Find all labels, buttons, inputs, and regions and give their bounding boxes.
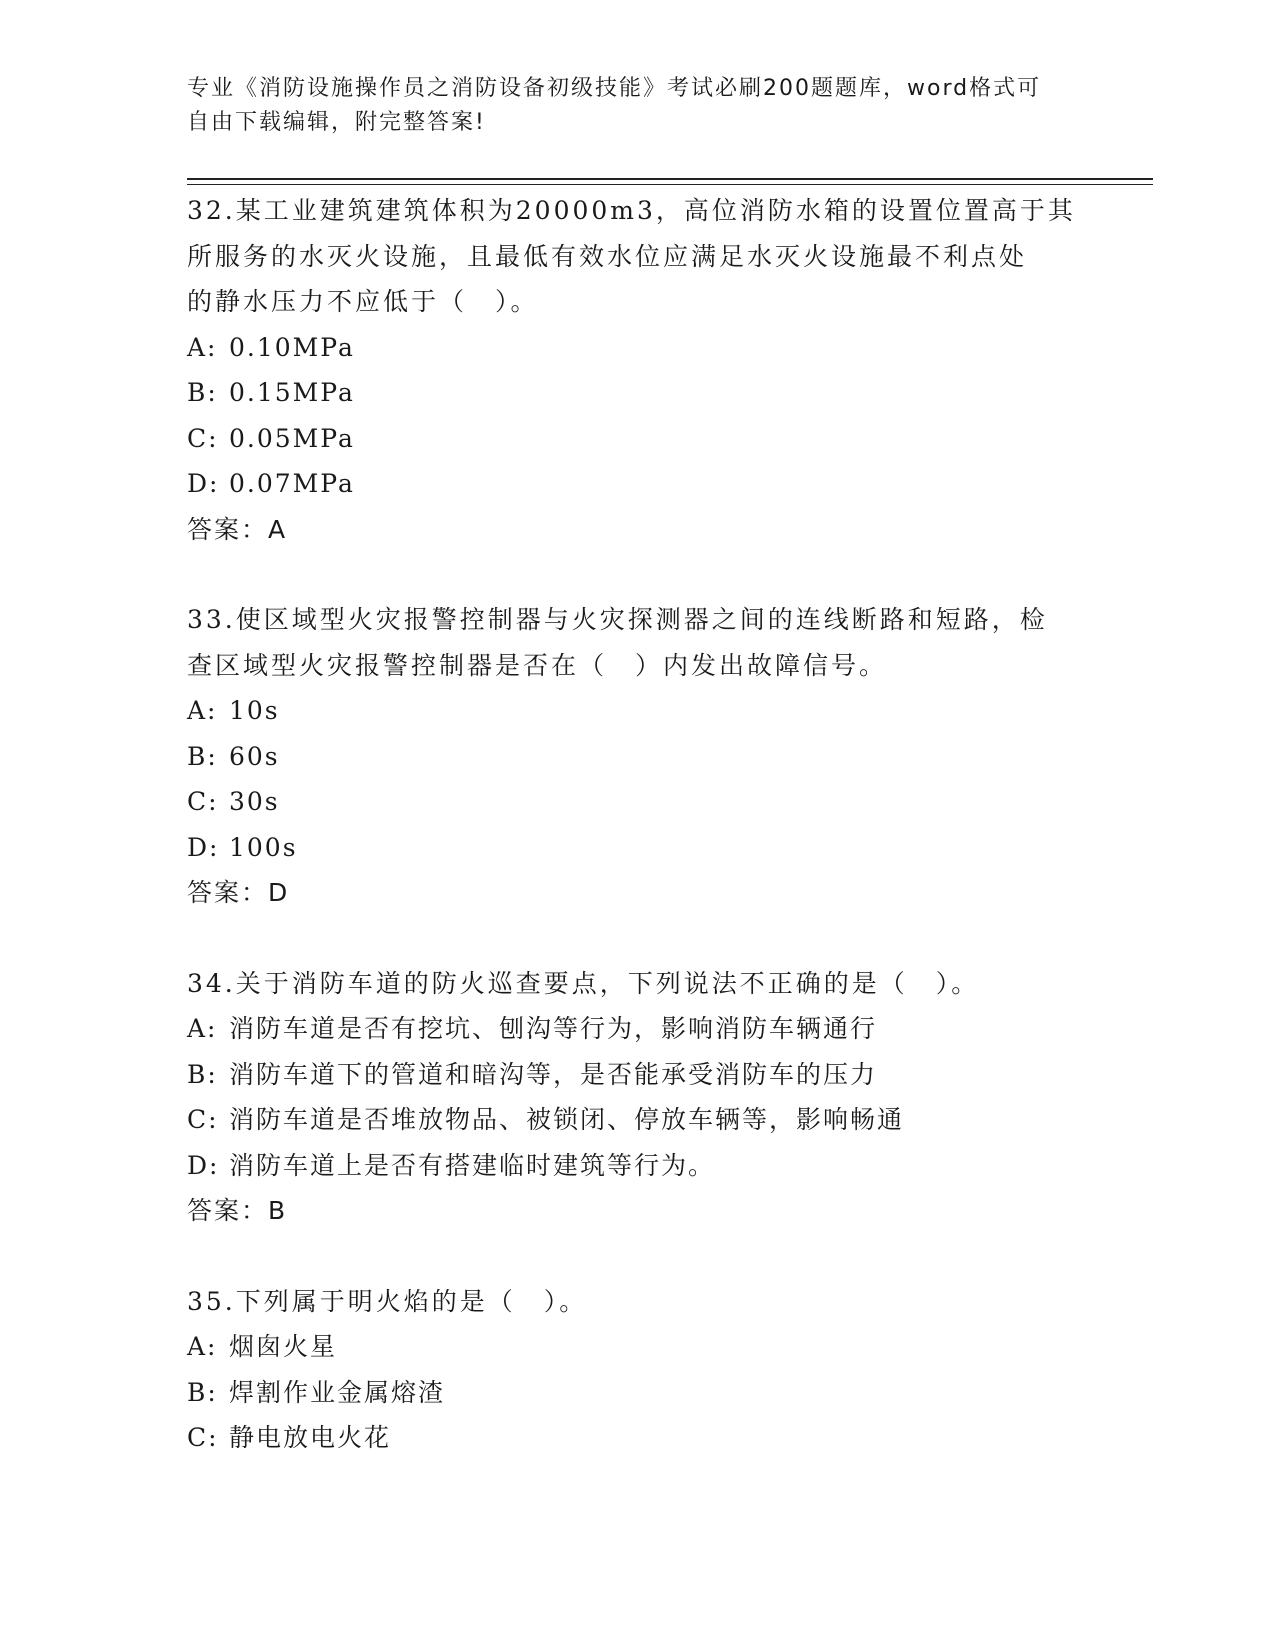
question-34-option-b bbox=[187, 1052, 1087, 1098]
option-key: B: bbox=[187, 378, 218, 407]
question-32-option-d bbox=[187, 461, 1087, 507]
option-key: A: bbox=[187, 696, 218, 725]
question-32 bbox=[187, 188, 1087, 552]
question-list bbox=[187, 188, 1087, 1461]
option-key: C: bbox=[187, 423, 219, 453]
question-35-line-1: 35.下列属于明火焰的是（ ）。 bbox=[187, 1286, 588, 1316]
option-text: 60s bbox=[229, 741, 280, 771]
question-32-option-b bbox=[187, 370, 1087, 416]
question-33-answer: 答案：D bbox=[187, 878, 290, 907]
header-divider-thick bbox=[187, 178, 1153, 180]
option-key: B: bbox=[187, 1377, 218, 1407]
option-text: 0.05MPa bbox=[229, 423, 355, 453]
question-34-line-1: 34.关于消防车道的防火巡查要点，下列说法不正确的是（ ）。 bbox=[187, 968, 980, 998]
option-text: 100s bbox=[229, 832, 298, 862]
option-key: C: bbox=[187, 1423, 219, 1452]
option-text: 0.15MPa bbox=[229, 378, 355, 407]
question-33-option-a bbox=[187, 688, 1087, 734]
option-key: D: bbox=[187, 469, 220, 498]
question-34-option-d bbox=[187, 1143, 1087, 1189]
option-text: 30s bbox=[229, 787, 280, 816]
option-key: B: bbox=[187, 741, 218, 771]
option-text: 烟囱火星 bbox=[229, 1332, 338, 1361]
option-text: 静电放电火花 bbox=[229, 1423, 392, 1452]
option-text: 0.10MPa bbox=[229, 332, 355, 362]
question-32-answer: 答案：A bbox=[187, 514, 288, 544]
option-key: A: bbox=[187, 1332, 218, 1361]
question-33-line-1: 33.使区域型火灾报警控制器与火灾探测器之间的连线断路和短路，检 bbox=[187, 605, 1048, 634]
question-35-option-c bbox=[187, 1415, 1087, 1461]
question-33-option-c bbox=[187, 779, 1087, 825]
option-text: 消防车道上是否有搭建临时建筑等行为。 bbox=[229, 1150, 716, 1180]
option-key: D: bbox=[187, 832, 220, 862]
option-key: A: bbox=[187, 1014, 218, 1043]
header-line-1: 专业《消防设施操作员之消防设备初级技能》考试必刷200题题库，word格式可 bbox=[187, 76, 1042, 101]
question-spacer bbox=[187, 1234, 1087, 1279]
question-33-line-2: 查区域型火灾报警控制器是否在（ ）内发出故障信号。 bbox=[187, 650, 888, 680]
option-key: A: bbox=[187, 332, 218, 362]
question-35-option-b bbox=[187, 1370, 1087, 1416]
question-spacer bbox=[187, 916, 1087, 961]
question-34-option-c bbox=[187, 1097, 1087, 1143]
question-spacer bbox=[187, 552, 1087, 597]
question-34-answer: 答案：B bbox=[187, 1196, 288, 1225]
option-key: C: bbox=[187, 787, 219, 816]
option-key: D: bbox=[187, 1150, 220, 1180]
question-35-option-a bbox=[187, 1324, 1087, 1370]
option-text: 10s bbox=[229, 696, 280, 725]
option-text: 焊割作业金属熔渣 bbox=[229, 1377, 446, 1407]
option-text: 消防车道下的管道和暗沟等，是否能承受消防车的压力 bbox=[229, 1059, 878, 1089]
question-32-line-2: 所服务的水灭火设施，且最低有效水位应满足水灭火设施最不利点处 bbox=[187, 241, 1028, 271]
header-line-2: 自由下载编辑，附完整答案! bbox=[187, 110, 486, 135]
option-text: 消防车道是否有挖坑、刨沟等行为，影响消防车辆通行 bbox=[229, 1014, 878, 1043]
option-key: B: bbox=[187, 1059, 218, 1089]
question-33-option-b bbox=[187, 734, 1087, 780]
question-34-option-a bbox=[187, 1006, 1087, 1052]
question-32-line-1: 32.某工业建筑建筑体积为20000m3，高位消防水箱的设置位置高于其 bbox=[187, 196, 1076, 225]
option-text: 消防车道是否堆放物品、被锁闭、停放车辆等，影响畅通 bbox=[229, 1105, 905, 1134]
question-32-option-a bbox=[187, 325, 1087, 371]
header-divider-thin bbox=[187, 184, 1153, 185]
question-33-option-d bbox=[187, 825, 1087, 871]
question-35 bbox=[187, 1279, 1087, 1461]
question-32-line-3: 的静水压力不应低于（ ）。 bbox=[187, 287, 539, 316]
option-key: C: bbox=[187, 1105, 219, 1134]
document-header bbox=[187, 72, 1067, 140]
question-32-option-c bbox=[187, 416, 1087, 462]
question-34 bbox=[187, 961, 1087, 1234]
question-33 bbox=[187, 597, 1087, 916]
option-text: 0.07MPa bbox=[229, 469, 355, 498]
